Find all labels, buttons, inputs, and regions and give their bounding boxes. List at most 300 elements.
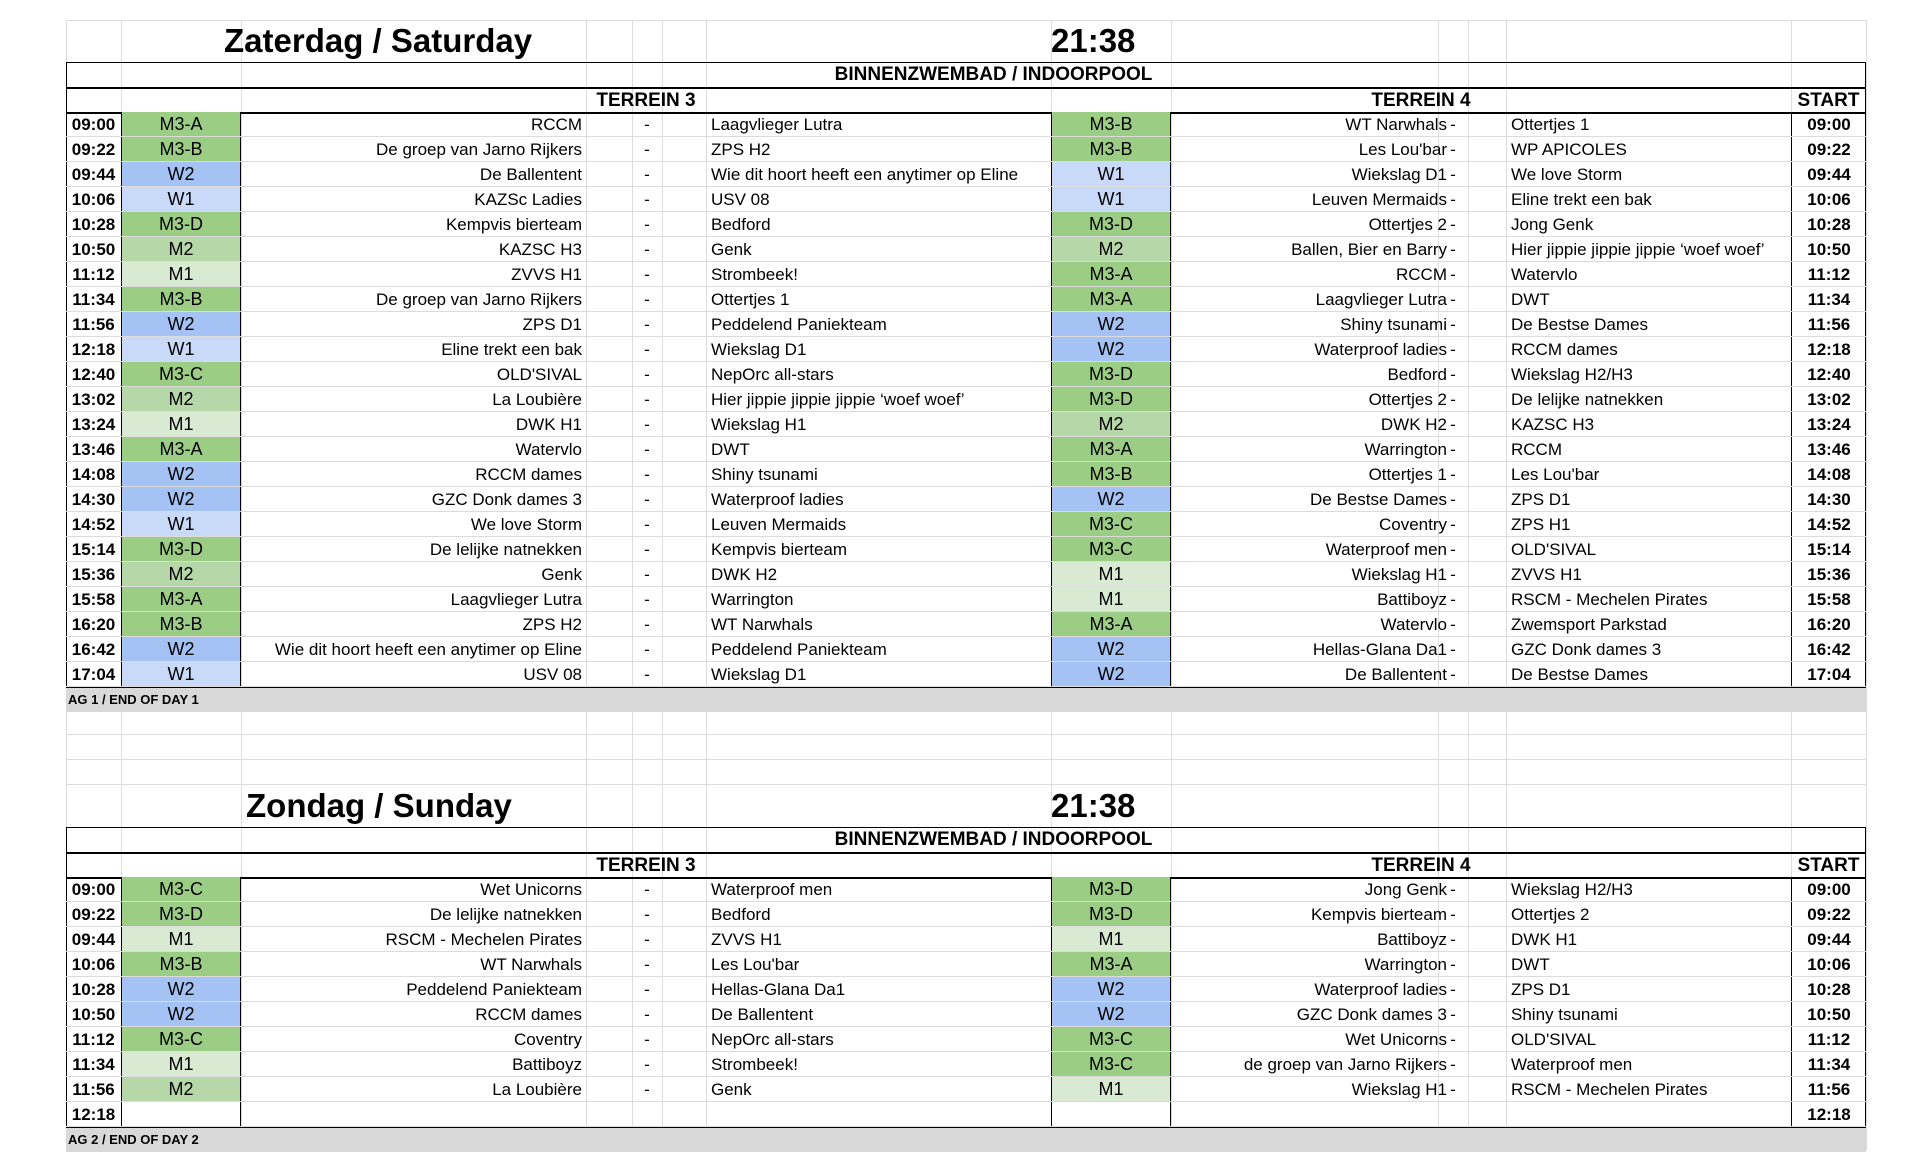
terrein-4-category: M3-A bbox=[1051, 612, 1171, 637]
terrein-3-away-team: Bedford bbox=[711, 215, 771, 234]
terrein-3-home-team: DWK H1 bbox=[515, 415, 582, 434]
terrein-3-category: M2 bbox=[121, 387, 241, 412]
row-time: 10:28 bbox=[71, 215, 116, 234]
terrein-3-separator: - bbox=[644, 240, 650, 259]
terrein-4-separator: - bbox=[1450, 290, 1456, 309]
terrein-3-separator: - bbox=[644, 440, 650, 459]
row-time: 11:34 bbox=[72, 290, 115, 309]
terrein-3-away-team: Shiny tsunami bbox=[711, 465, 818, 484]
terrein-3-home-team: RCCM dames bbox=[475, 465, 582, 484]
terrein-4-away-team: Wiekslag H2/H3 bbox=[1511, 880, 1633, 899]
terrein-4-away-team: RCCM dames bbox=[1511, 340, 1618, 359]
table-row bbox=[66, 662, 1866, 687]
terrein-3-away-team: Kempvis bierteam bbox=[711, 540, 848, 559]
table-row bbox=[66, 387, 1866, 412]
row-time: 11:34 bbox=[72, 1055, 115, 1074]
terrein-3-home-team: De groep van Jarno Rijkers bbox=[376, 140, 582, 159]
terrein-4-away-team: Ottertjes 1 bbox=[1511, 115, 1590, 134]
row-time: 12:18 bbox=[71, 1105, 116, 1124]
table-row bbox=[66, 1077, 1866, 1102]
terrein-4-home-team: Jong Genk bbox=[1364, 880, 1447, 899]
terrein-4-category: M3-D bbox=[1051, 212, 1171, 237]
terrein-4-home-team: Wiekslag D1 bbox=[1351, 165, 1447, 184]
row-time: 12:40 bbox=[71, 365, 116, 384]
terrein-4-category: M3-B bbox=[1051, 462, 1171, 487]
terrein-4-away-team: Waterproof men bbox=[1511, 1055, 1633, 1074]
row-start-time: 09:00 bbox=[1791, 877, 1866, 902]
row-start-time: 12:18 bbox=[1791, 1102, 1866, 1127]
terrein-3-home-team: De groep van Jarno Rijkers bbox=[376, 290, 582, 309]
terrein-3-separator: - bbox=[644, 140, 650, 159]
terrein-3-home-team: Coventry bbox=[513, 1030, 582, 1049]
terrein-4-category: W1 bbox=[1051, 187, 1171, 212]
terrein-4-category: M1 bbox=[1051, 587, 1171, 612]
terrein-3-header: TERREIN 3 bbox=[596, 855, 696, 876]
terrein-3-away-team: ZPS H2 bbox=[711, 140, 771, 159]
terrein-3-away-team: De Ballentent bbox=[711, 1005, 814, 1024]
terrein-3-category: M2 bbox=[121, 1077, 241, 1102]
terrein-4-category: M3-D bbox=[1051, 902, 1171, 927]
terrein-3-home-team bbox=[241, 1102, 586, 1127]
terrein-3-away-team: Waterproof ladies bbox=[711, 490, 844, 509]
terrein-3-home-team: ZPS H2 bbox=[522, 615, 582, 634]
terrein-4-home-team: Hellas-Glana Da1 bbox=[1312, 640, 1447, 659]
terrein-3-separator: - bbox=[644, 905, 650, 924]
terrein-4-home-team: GZC Donk dames 3 bbox=[1296, 1005, 1447, 1024]
terrein-3-separator: - bbox=[644, 365, 650, 384]
clock-time: 21:38 bbox=[1051, 787, 1136, 824]
table-row bbox=[66, 902, 1866, 927]
table-row bbox=[66, 337, 1866, 362]
day-block-sunday bbox=[66, 785, 1866, 1155]
terrein-4-home-team: Ballen, Bier en Barry bbox=[1291, 240, 1447, 259]
table-row bbox=[66, 1102, 1866, 1127]
terrein-4-category bbox=[1051, 1102, 1171, 1127]
terrein-4-home-team: Laagvlieger Lutra bbox=[1315, 290, 1447, 309]
row-time: 14:08 bbox=[71, 465, 116, 484]
terrein-3-home-team: Battiboyz bbox=[512, 1055, 582, 1074]
terrein-3-category: W1 bbox=[121, 337, 241, 362]
terrein-3-category: W2 bbox=[121, 462, 241, 487]
terrein-3-home-team: KAZSc Ladies bbox=[474, 190, 582, 209]
table-row bbox=[66, 162, 1866, 187]
table-row bbox=[66, 312, 1866, 337]
terrein-4-home-team: Watervlo bbox=[1380, 615, 1447, 634]
terrein-3-separator: - bbox=[644, 880, 650, 899]
row-start-time: 10:28 bbox=[1791, 212, 1866, 237]
terrein-4-away-team: DWT bbox=[1511, 290, 1550, 309]
terrein-3-category: M1 bbox=[121, 927, 241, 952]
terrein-3-home-team: De lelijke natnekken bbox=[429, 540, 582, 559]
terrein-4-separator: - bbox=[1450, 490, 1456, 509]
terrein-3-separator: - bbox=[644, 1030, 650, 1049]
terrein-4-away-team: OLD'SIVAL bbox=[1511, 1030, 1597, 1049]
row-time: 09:22 bbox=[71, 905, 116, 924]
terrein-3-separator: - bbox=[644, 980, 650, 999]
terrein-3-away-team: USV 08 bbox=[711, 190, 770, 209]
terrein-3-home-team: Genk bbox=[541, 565, 582, 584]
terrein-4-category: M3-D bbox=[1051, 362, 1171, 387]
terrein-3-separator: - bbox=[644, 665, 650, 684]
row-start-time: 16:42 bbox=[1791, 637, 1866, 662]
row-time: 10:50 bbox=[71, 240, 116, 259]
row-time: 09:00 bbox=[71, 880, 116, 899]
terrein-3-home-team: ZVVS H1 bbox=[511, 265, 582, 284]
terrein-4-category: M3-C bbox=[1051, 512, 1171, 537]
table-row bbox=[66, 212, 1866, 237]
terrein-4-home-team: Wet Unicorns bbox=[1345, 1030, 1447, 1049]
terrein-4-separator: - bbox=[1450, 1080, 1456, 1099]
terrein-3-away-team: Genk bbox=[711, 1080, 752, 1099]
terrein-3-away-team: NepOrc all-stars bbox=[711, 365, 834, 384]
terrein-4-home-team: Wiekslag H1 bbox=[1351, 565, 1447, 584]
terrein-4-category: M1 bbox=[1051, 927, 1171, 952]
terrein-3-home-team: Kempvis bierteam bbox=[445, 215, 582, 234]
terrein-4-category: M2 bbox=[1051, 412, 1171, 437]
row-time: 11:12 bbox=[72, 1030, 115, 1049]
terrein-4-separator: - bbox=[1450, 115, 1456, 134]
terrein-3-category bbox=[121, 1102, 241, 1127]
terrein-4-home-team: Waterproof ladies bbox=[1314, 340, 1447, 359]
terrein-3-home-team: We love Storm bbox=[470, 515, 582, 534]
terrein-4-category: W2 bbox=[1051, 487, 1171, 512]
terrein-3-category: W1 bbox=[121, 662, 241, 687]
terrein-3-away-team: WT Narwhals bbox=[711, 615, 813, 634]
terrein-3-home-team: Peddelend Paniekteam bbox=[406, 980, 582, 999]
terrein-3-separator: - bbox=[644, 930, 650, 949]
terrein-4-separator: - bbox=[1450, 980, 1456, 999]
row-start-time: 10:06 bbox=[1791, 187, 1866, 212]
terrein-4-category: M3-A bbox=[1051, 437, 1171, 462]
terrein-4-category: M3-C bbox=[1051, 1027, 1171, 1052]
terrein-4-away-team: ZVVS H1 bbox=[1511, 565, 1582, 584]
terrein-3-separator: - bbox=[644, 515, 650, 534]
terrein-3-category: M2 bbox=[121, 237, 241, 262]
table-row bbox=[66, 512, 1866, 537]
terrein-4-home-team: De Bestse Dames bbox=[1310, 490, 1447, 509]
terrein-3-home-team: OLD'SIVAL bbox=[496, 365, 582, 384]
terrein-3-separator: - bbox=[644, 165, 650, 184]
terrein-3-category: W2 bbox=[121, 312, 241, 337]
row-time: 13:02 bbox=[71, 390, 116, 409]
row-time: 15:36 bbox=[71, 565, 116, 584]
terrein-4-category: M3-B bbox=[1051, 112, 1171, 137]
terrein-3-separator: - bbox=[644, 640, 650, 659]
terrein-4-separator: - bbox=[1450, 590, 1456, 609]
terrein-4-home-team: Les Lou'bar bbox=[1358, 140, 1447, 159]
terrein-3-home-team: RCCM dames bbox=[475, 1005, 582, 1024]
terrein-3-separator: - bbox=[644, 615, 650, 634]
terrein-3-away-team: Peddelend Paniekteam bbox=[711, 315, 887, 334]
terrein-4-home-team: DWK H2 bbox=[1380, 415, 1447, 434]
terrein-3-separator: - bbox=[644, 265, 650, 284]
terrein-3-away-team: Genk bbox=[711, 240, 752, 259]
terrein-3-away-team: Waterproof men bbox=[711, 880, 833, 899]
terrein-3-separator: - bbox=[644, 465, 650, 484]
terrein-4-category: W2 bbox=[1051, 1002, 1171, 1027]
table-row bbox=[66, 462, 1866, 487]
terrein-4-away-team: RSCM - Mechelen Pirates bbox=[1511, 1080, 1708, 1099]
terrein-4-away-team bbox=[1506, 1102, 1806, 1127]
table-row bbox=[66, 1002, 1866, 1027]
row-time: 14:52 bbox=[71, 515, 116, 534]
table-row bbox=[66, 977, 1866, 1002]
row-start-time: 16:20 bbox=[1791, 612, 1866, 637]
terrein-4-home-team: Waterproof men bbox=[1325, 540, 1447, 559]
row-time: 11:56 bbox=[72, 1080, 115, 1099]
terrein-4-home-team: Ottertjes 2 bbox=[1368, 390, 1447, 409]
terrein-4-away-team: DWT bbox=[1511, 955, 1550, 974]
row-time: 11:56 bbox=[72, 315, 115, 334]
row-time: 13:46 bbox=[71, 440, 116, 459]
terrein-3-category: M3-B bbox=[121, 137, 241, 162]
terrein-4-separator: - bbox=[1450, 315, 1456, 334]
row-start-time: 12:40 bbox=[1791, 362, 1866, 387]
terrein-3-home-team: RCCM bbox=[531, 115, 582, 134]
terrein-3-away-team: Laagvlieger Lutra bbox=[711, 115, 843, 134]
terrein-4-separator: - bbox=[1450, 955, 1456, 974]
terrein-4-away-team: We love Storm bbox=[1511, 165, 1623, 184]
table-row bbox=[66, 612, 1866, 637]
terrein-4-separator: - bbox=[1450, 365, 1456, 384]
terrein-3-away-team: Hellas-Glana Da1 bbox=[711, 980, 846, 999]
terrein-4-home-team: Ottertjes 1 bbox=[1368, 465, 1447, 484]
terrein-4-away-team: De Bestse Dames bbox=[1511, 315, 1648, 334]
terrein-3-separator: - bbox=[644, 390, 650, 409]
terrein-3-away-team: Les Lou'bar bbox=[711, 955, 800, 974]
terrein-4-separator: - bbox=[1450, 240, 1456, 259]
terrein-3-home-team: RSCM - Mechelen Pirates bbox=[385, 930, 582, 949]
row-start-time: 11:34 bbox=[1791, 287, 1866, 312]
terrein-4-away-team: Ottertjes 2 bbox=[1511, 905, 1590, 924]
terrein-3-away-team: Hier jippie jippie jippie ‘woef woef’ bbox=[711, 390, 965, 409]
row-start-time: 11:12 bbox=[1791, 262, 1866, 287]
terrein-4-away-team: Wiekslag H2/H3 bbox=[1511, 365, 1633, 384]
terrein-4-home-team: De Ballentent bbox=[1344, 665, 1447, 684]
row-start-time: 14:08 bbox=[1791, 462, 1866, 487]
row-start-time: 13:46 bbox=[1791, 437, 1866, 462]
terrein-4-category: W2 bbox=[1051, 312, 1171, 337]
row-start-time: 09:22 bbox=[1791, 902, 1866, 927]
terrein-3-separator: - bbox=[644, 290, 650, 309]
terrein-3-away-team: Strombeek! bbox=[711, 1055, 798, 1074]
terrein-3-home-team: WT Narwhals bbox=[480, 955, 582, 974]
terrein-4-separator bbox=[1438, 1102, 1468, 1127]
terrein-4-separator: - bbox=[1450, 565, 1456, 584]
terrein-4-separator: - bbox=[1450, 930, 1456, 949]
terrein-3-category: W2 bbox=[121, 487, 241, 512]
row-start-time: 09:44 bbox=[1791, 927, 1866, 952]
row-start-time: 10:50 bbox=[1791, 1002, 1866, 1027]
terrein-3-category: W2 bbox=[121, 637, 241, 662]
terrein-4-away-team: WP APICOLES bbox=[1511, 140, 1627, 159]
venue-title: BINNENZWEMBAD / INDOORPOOL bbox=[834, 829, 1153, 850]
terrein-3-home-team: De Ballentent bbox=[479, 165, 582, 184]
row-time: 15:14 bbox=[71, 540, 116, 559]
end-of-day-bar bbox=[66, 1127, 1866, 1152]
terrein-3-separator: - bbox=[644, 590, 650, 609]
row-start-time: 11:34 bbox=[1791, 1052, 1866, 1077]
day-block-saturday bbox=[66, 20, 1866, 720]
row-start-time: 14:52 bbox=[1791, 512, 1866, 537]
terrein-4-category: M1 bbox=[1051, 1077, 1171, 1102]
table-row bbox=[66, 437, 1866, 462]
terrein-4-separator: - bbox=[1450, 615, 1456, 634]
terrein-3-home-team: Laagvlieger Lutra bbox=[450, 590, 582, 609]
terrein-4-category: W2 bbox=[1051, 977, 1171, 1002]
terrein-3-separator: - bbox=[644, 190, 650, 209]
terrein-3-category: M3-D bbox=[121, 902, 241, 927]
table-row bbox=[66, 137, 1866, 162]
row-start-time: 15:36 bbox=[1791, 562, 1866, 587]
terrein-3-separator: - bbox=[644, 490, 650, 509]
row-start-time: 09:00 bbox=[1791, 112, 1866, 137]
terrein-3-separator: - bbox=[644, 540, 650, 559]
terrein-4-home-team: Leuven Mermaids bbox=[1311, 190, 1447, 209]
terrein-3-away-team: Ottertjes 1 bbox=[711, 290, 790, 309]
terrein-4-category: M3-A bbox=[1051, 952, 1171, 977]
terrein-3-home-team: GZC Donk dames 3 bbox=[431, 490, 582, 509]
row-time: 09:44 bbox=[71, 165, 116, 184]
terrein-4-away-team: De lelijke natnekken bbox=[1511, 390, 1664, 409]
terrein-4-category: M3-B bbox=[1051, 137, 1171, 162]
gridline bbox=[66, 734, 1866, 735]
terrein-4-separator: - bbox=[1450, 515, 1456, 534]
terrein-4-away-team: DWK H1 bbox=[1511, 930, 1578, 949]
row-start-time: 13:24 bbox=[1791, 412, 1866, 437]
terrein-4-separator: - bbox=[1450, 340, 1456, 359]
terrein-4-away-team: De Bestse Dames bbox=[1511, 665, 1648, 684]
terrein-3-away-team: NepOrc all-stars bbox=[711, 1030, 834, 1049]
row-time: 10:50 bbox=[71, 1005, 116, 1024]
terrein-3-category: M3-D bbox=[121, 212, 241, 237]
day-title: Zaterdag / Saturday bbox=[224, 22, 533, 59]
terrein-4-separator: - bbox=[1450, 640, 1456, 659]
row-time: 09:00 bbox=[71, 115, 116, 134]
terrein-3-away-team: Bedford bbox=[711, 905, 771, 924]
row-start-time: 10:28 bbox=[1791, 977, 1866, 1002]
table-row bbox=[66, 362, 1866, 387]
terrein-3-category: M2 bbox=[121, 562, 241, 587]
row-start-time: 09:22 bbox=[1791, 137, 1866, 162]
terrein-3-separator: - bbox=[644, 215, 650, 234]
terrein-4-away-team: Hier jippie jippie jippie ‘woef woef’ bbox=[1511, 240, 1765, 259]
day-title-row bbox=[66, 785, 1866, 827]
terrein-4-category: M3-A bbox=[1051, 287, 1171, 312]
terrein-4-separator: - bbox=[1450, 140, 1456, 159]
terrein-4-home-team: Wiekslag H1 bbox=[1351, 1080, 1447, 1099]
table-row bbox=[66, 537, 1866, 562]
clock-time: 21:38 bbox=[1051, 22, 1136, 59]
terrein-4-away-team: Shiny tsunami bbox=[1511, 1005, 1618, 1024]
row-start-time: 11:12 bbox=[1791, 1027, 1866, 1052]
terrein-3-category: M3-C bbox=[121, 1027, 241, 1052]
terrein-3-away-team: DWT bbox=[711, 440, 750, 459]
table-row bbox=[66, 237, 1866, 262]
terrein-4-away-team: ZPS D1 bbox=[1511, 490, 1571, 509]
row-time: 10:28 bbox=[71, 980, 116, 999]
terrein-3-category: M1 bbox=[121, 1052, 241, 1077]
row-start-time: 11:56 bbox=[1791, 1077, 1866, 1102]
terrein-3-away-team: Strombeek! bbox=[711, 265, 798, 284]
table-row bbox=[66, 262, 1866, 287]
table-row bbox=[66, 637, 1866, 662]
terrein-3-category: M3-A bbox=[121, 112, 241, 137]
terrein-4-away-team: GZC Donk dames 3 bbox=[1511, 640, 1662, 659]
terrein-3-away-team: Peddelend Paniekteam bbox=[711, 640, 887, 659]
terrein-4-separator: - bbox=[1450, 415, 1456, 434]
venue-title: BINNENZWEMBAD / INDOORPOOL bbox=[834, 64, 1153, 85]
terrein-4-away-team: OLD'SIVAL bbox=[1511, 540, 1597, 559]
terrein-3-separator bbox=[632, 1102, 662, 1127]
terrein-3-category: M3-D bbox=[121, 537, 241, 562]
terrein-4-separator: - bbox=[1450, 880, 1456, 899]
end-of-day-label: AG 2 / END OF DAY 2 bbox=[68, 1132, 199, 1147]
row-time: 10:06 bbox=[71, 955, 116, 974]
table-row bbox=[66, 877, 1866, 902]
terrein-3-category: M1 bbox=[121, 262, 241, 287]
terrein-4-home-team: Coventry bbox=[1378, 515, 1447, 534]
day-title-row bbox=[66, 20, 1866, 62]
row-start-time: 15:14 bbox=[1791, 537, 1866, 562]
row-time: 15:58 bbox=[71, 590, 116, 609]
terrein-4-away-team: ZPS D1 bbox=[1511, 980, 1571, 999]
terrein-4-category: M2 bbox=[1051, 237, 1171, 262]
terrein-3-home-team: Wie dit hoort heeft een anytimer op Eline bbox=[274, 640, 582, 659]
row-start-time: 14:30 bbox=[1791, 487, 1866, 512]
terrein-3-home-team: KAZSC H3 bbox=[498, 240, 582, 259]
terrein-3-category: M3-B bbox=[121, 952, 241, 977]
terrein-4-separator: - bbox=[1450, 390, 1456, 409]
terrein-4-home-team: Battiboyz bbox=[1377, 590, 1447, 609]
row-start-time: 09:44 bbox=[1791, 162, 1866, 187]
terrein-4-header: TERREIN 4 bbox=[1371, 90, 1471, 111]
terrein-4-home-team bbox=[1171, 1102, 1451, 1127]
terrein-4-category: W2 bbox=[1051, 637, 1171, 662]
terrein-4-away-team: Eline trekt een bak bbox=[1511, 190, 1652, 209]
terrein-3-away-team: Wie dit hoort heeft een anytimer op Eline bbox=[711, 165, 1019, 184]
terrein-4-separator: - bbox=[1450, 1030, 1456, 1049]
terrein-4-category: M3-D bbox=[1051, 387, 1171, 412]
start-header: START bbox=[1797, 90, 1860, 111]
terrein-4-away-team: ZPS H1 bbox=[1511, 515, 1571, 534]
terrein-4-away-team: Zwemsport Parkstad bbox=[1511, 615, 1667, 634]
terrein-4-category: W2 bbox=[1051, 662, 1171, 687]
terrein-3-category: M1 bbox=[121, 412, 241, 437]
table-row bbox=[66, 952, 1866, 977]
terrein-3-category: W2 bbox=[121, 162, 241, 187]
terrein-3-category: M3-B bbox=[121, 612, 241, 637]
terrein-3-home-team: USV 08 bbox=[523, 665, 582, 684]
terrein-4-home-team: Waterproof ladies bbox=[1314, 980, 1447, 999]
table-row bbox=[66, 562, 1866, 587]
terrein-4-separator: - bbox=[1450, 440, 1456, 459]
terrein-4-home-team: Warrington bbox=[1364, 440, 1447, 459]
terrein-4-category: M1 bbox=[1051, 562, 1171, 587]
terrein-3-category: W2 bbox=[121, 1002, 241, 1027]
end-of-day-label: AG 1 / END OF DAY 1 bbox=[68, 692, 199, 707]
table-row bbox=[66, 287, 1866, 312]
day-title: Zondag / Sunday bbox=[246, 787, 512, 824]
terrein-3-separator: - bbox=[644, 1005, 650, 1024]
row-time: 11:12 bbox=[72, 265, 115, 284]
gridline bbox=[1866, 20, 1867, 1150]
terrein-3-category: W1 bbox=[121, 187, 241, 212]
table-row bbox=[66, 412, 1866, 437]
terrein-4-home-team: Battiboyz bbox=[1377, 930, 1447, 949]
terrein-4-home-team: Shiny tsunami bbox=[1340, 315, 1447, 334]
terrein-4-separator: - bbox=[1450, 905, 1456, 924]
